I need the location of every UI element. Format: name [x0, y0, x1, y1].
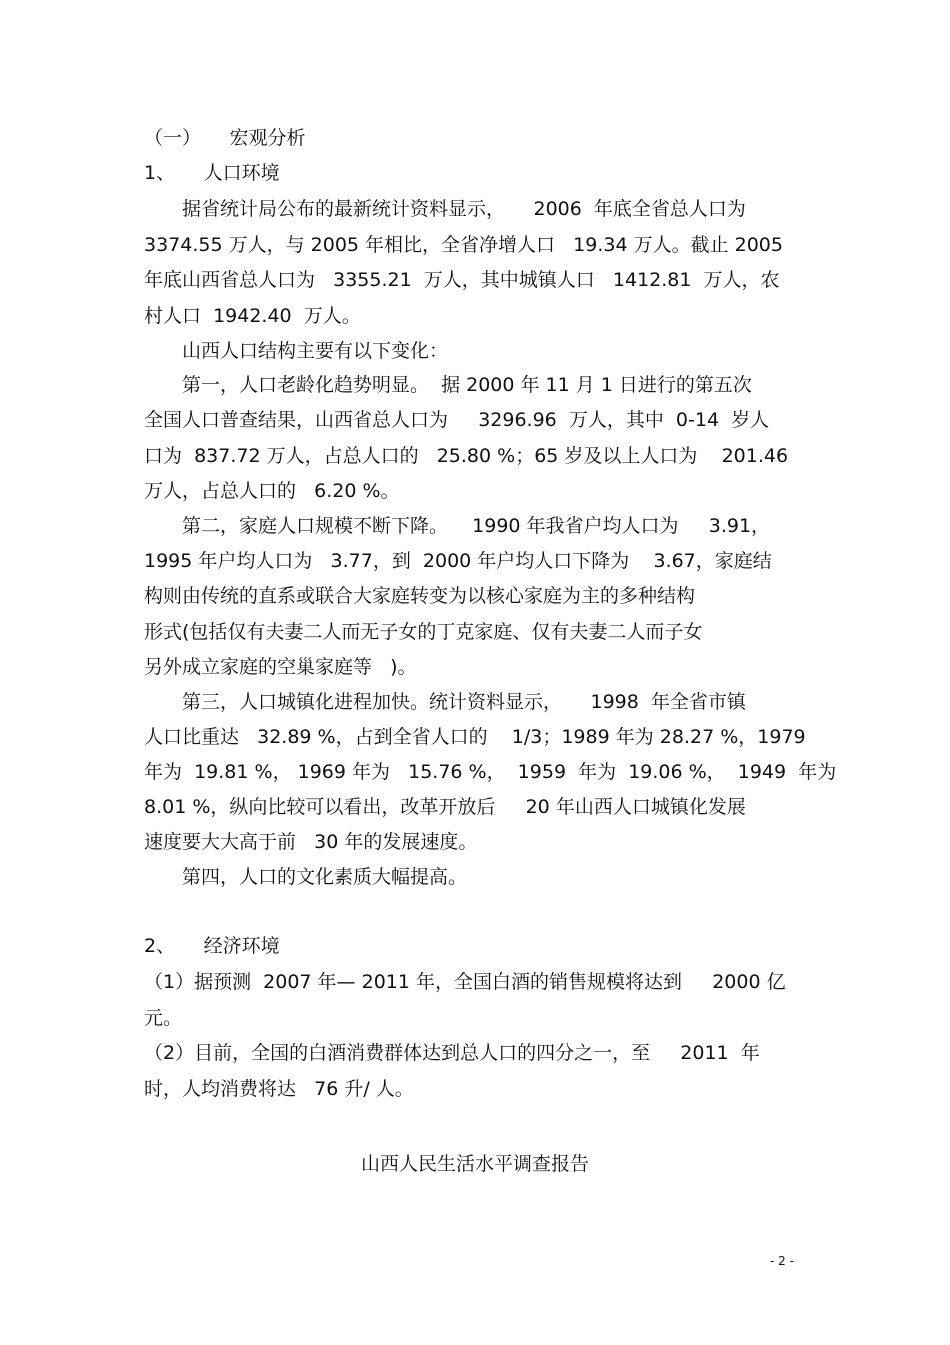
page-number: - 2 -: [770, 1254, 794, 1268]
population-line: 构则由传统的直系或联合大家庭转变为以核心家庭为主的多种结构: [144, 585, 696, 607]
population-line: 据省统计局公布的最新统计资料显示， 2006 年底全省总人口为: [144, 198, 746, 220]
population-line: 人口比重达 32.89 %，占到全省人口的 1/3；1989 年为 28.27 %，1979: [144, 726, 806, 748]
population-line: 全国人口普查结果，山西省总人口为 3296.96 万人，其中 0-14 岁人: [144, 409, 770, 431]
economy-line: （2）目前，全国的白酒消费群体达到总人口的四分之一，至 2011 年: [144, 1042, 760, 1064]
population-line: 年底山西省总人口为 3355.21 万人，其中城镇人口 1412.81 万人，农: [144, 269, 780, 291]
population-line: 形式(包括仅有夫妻二人而无子女的丁克家庭、仅有夫妻二人而子女: [144, 621, 703, 643]
population-line: 1995 年户均人口为 3.77，到 2000 年户均人口下降为 3.67，家庭结: [144, 550, 772, 572]
population-line: 年为 19.81 %， 1969 年为 15.76 %， 1959 年为 19.06 %， 1949 年为: [144, 761, 837, 783]
population-line: 口为 837.72 万人，占总人口的 25.80 %；65 岁及以上人口为 201.46: [144, 445, 789, 467]
population-line: 村人口 1942.40 万人。: [144, 305, 361, 327]
population-line: 3374.55 万人，与 2005 年相比，全省净增人口 19.34 万人。截止 2005: [144, 234, 783, 256]
population-line: 第四，人口的文化素质大幅提高。: [144, 866, 468, 888]
economy-line: 时，人均消费将达 76 升/ 人。: [144, 1078, 414, 1100]
economy-line: （1）据预测 2007 年— 2011 年，全国白酒的销售规模将达到 2000 亿: [144, 971, 786, 993]
population-line: 山西人口结构主要有以下变化：: [144, 340, 449, 362]
economy-line: 元。: [144, 1007, 183, 1029]
population-line: 速度要大大高于前 30 年的发展速度。: [144, 831, 478, 853]
population-line: 第二，家庭人口规模不断下降。 1990 年我省户均人口为 3.91，: [144, 515, 771, 537]
population-line: 第一，人口老龄化趋势明显。 据 2000 年 11 月 1 日进行的第五次: [144, 374, 752, 396]
population-heading: 1、 人口环境: [144, 162, 280, 184]
population-line: 8.01 %，纵向比较可以看出，改革开放后 20 年山西人口城镇化发展: [144, 796, 746, 818]
report-title: 山西人民生活水平调查报告: [360, 1153, 589, 1175]
economy-heading: 2、 经济环境: [144, 935, 280, 957]
population-line: 万人，占总人口的 6.20 %。: [144, 480, 400, 502]
population-line: 另外成立家庭的空巢家庭等 )。: [144, 656, 417, 678]
section-heading: （一） 宏观分析: [144, 127, 306, 149]
population-line: 第三，人口城镇化进程加快。统计资料显示， 1998 年全省市镇: [144, 691, 746, 713]
